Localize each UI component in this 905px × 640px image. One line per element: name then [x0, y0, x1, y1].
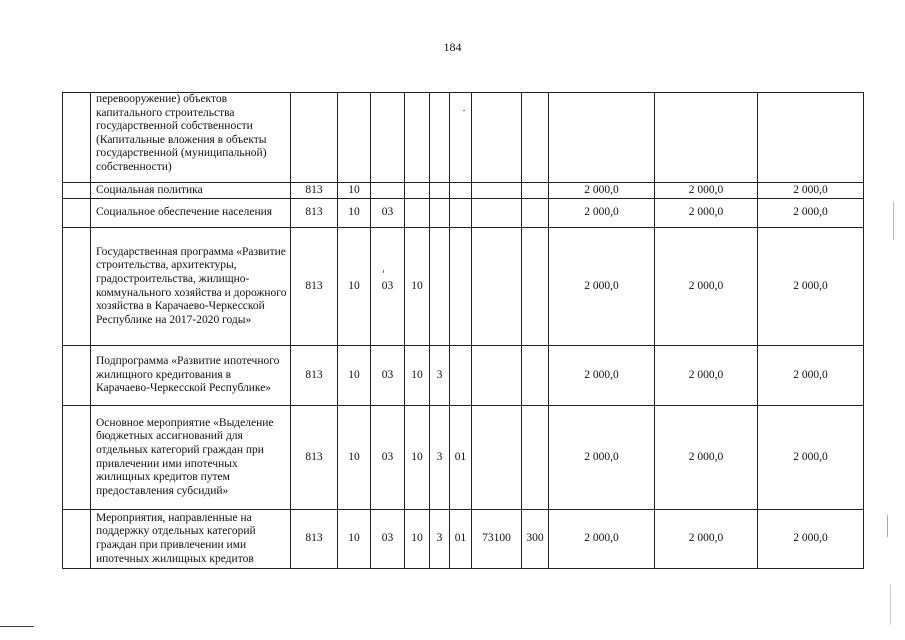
row-name: Социальное обеспечение населения — [91, 199, 291, 228]
page-number: 184 — [443, 40, 462, 54]
cell-expense-type — [522, 199, 549, 228]
cell-subsection — [371, 183, 405, 199]
scan-mark — [0, 626, 34, 627]
table-row — [63, 510, 864, 569]
table-row — [63, 228, 864, 346]
cell-ministry: 813 — [291, 510, 338, 569]
blank-cell — [63, 183, 91, 199]
cell-program: 10 — [405, 346, 430, 406]
cell-amount-year3: 2 000,0 — [758, 199, 864, 228]
cell-program — [405, 199, 430, 228]
cell-section: 10 — [338, 406, 371, 510]
cell-event — [450, 93, 472, 183]
cell-event — [450, 346, 472, 406]
cell-subsection: 03 — [371, 346, 405, 406]
scan-mark — [890, 585, 891, 625]
cell-amount-year1: 2 000,0 — [549, 510, 655, 569]
row-name: Социальная политика — [91, 183, 291, 199]
cell-subprogram: 3 — [430, 406, 450, 510]
row-name: Основное мероприятие «Выделение бюджетных ассигнований для отдельных категорий граждан при привлечении ими ипотечных жилищных кредитов путем предоставления субсидий» — [91, 406, 291, 510]
cell-section — [338, 93, 371, 183]
cell-ministry: 813 — [291, 406, 338, 510]
blank-cell — [63, 510, 91, 569]
cell-subprogram: 3 — [430, 510, 450, 569]
row-name: Мероприятия, направленные на поддержку отдельных категорий граждан при привлечении ими ипотечных жилищных кредитов — [91, 510, 291, 569]
cell-amount-year1: 2 000,0 — [549, 199, 655, 228]
table-row — [63, 406, 864, 510]
blank-cell — [63, 93, 91, 183]
cell-section: 10 — [338, 228, 371, 346]
cell-program — [405, 183, 430, 199]
cell-subsection: 03 — [371, 199, 405, 228]
cell-subprogram: 3 — [430, 346, 450, 406]
cell-amount-year1: 2 000,0 — [549, 346, 655, 406]
cell-expense-type — [522, 406, 549, 510]
cell-event: 01 — [450, 406, 472, 510]
cell-expense-type: 300 — [522, 510, 549, 569]
cell-section: 10 — [338, 510, 371, 569]
cell-amount-year1: 2 000,0 — [549, 406, 655, 510]
cell-amount-year2: 2 000,0 — [655, 183, 758, 199]
cell-direction — [472, 228, 522, 346]
cell-direction — [472, 93, 522, 183]
cell-expense-type — [522, 346, 549, 406]
table-row — [63, 346, 864, 406]
table-row — [63, 199, 864, 228]
cell-subsection: 03 — [371, 510, 405, 569]
cell-event — [450, 183, 472, 199]
cell-program: 10 — [405, 406, 430, 510]
blank-cell — [63, 406, 91, 510]
scan-mark — [463, 110, 465, 111]
cell-direction — [472, 406, 522, 510]
cell-event — [450, 199, 472, 228]
blank-cell — [63, 346, 91, 406]
cell-amount-year1: 2 000,0 — [549, 183, 655, 199]
cell-subsection — [371, 93, 405, 183]
cell-amount-year1 — [549, 93, 655, 183]
scan-mark — [383, 270, 384, 273]
cell-section: 10 — [338, 199, 371, 228]
table-row — [63, 183, 864, 199]
cell-ministry: 813 — [291, 183, 338, 199]
cell-program — [405, 93, 430, 183]
cell-amount-year2: 2 000,0 — [655, 346, 758, 406]
cell-direction — [472, 346, 522, 406]
cell-expense-type — [522, 183, 549, 199]
cell-ministry: 813 — [291, 228, 338, 346]
cell-amount-year3: 2 000,0 — [758, 346, 864, 406]
cell-amount-year2: 2 000,0 — [655, 228, 758, 346]
cell-amount-year3: 2 000,0 — [758, 228, 864, 346]
cell-expense-type — [522, 228, 549, 346]
cell-direction: 73100 — [472, 510, 522, 569]
row-name: перевооружение) объектов капитального строительства государственной собственности (Капитальные вложения в объекты государственной (муниципальной) собственности) — [91, 93, 291, 183]
cell-amount-year1: 2 000,0 — [549, 228, 655, 346]
cell-direction — [472, 199, 522, 228]
cell-program: 10 — [405, 510, 430, 569]
cell-subprogram — [430, 93, 450, 183]
row-name: Государственная программа «Развитие строительства, архитектуры, градостроительства, жилищно-коммунального хозяйства и дорожного хозяйства в Карачаево-Черкесской Республике на 2017-2020 годы» — [91, 228, 291, 346]
cell-amount-year2 — [655, 93, 758, 183]
cell-event — [450, 228, 472, 346]
cell-ministry — [291, 93, 338, 183]
budget-table — [62, 92, 864, 569]
cell-amount-year2: 2 000,0 — [655, 510, 758, 569]
blank-cell — [63, 228, 91, 346]
cell-subprogram — [430, 199, 450, 228]
cell-subsection: 03 — [371, 228, 405, 346]
cell-ministry: 813 — [291, 346, 338, 406]
cell-subsection: 03 — [371, 406, 405, 510]
cell-program: 10 — [405, 228, 430, 346]
cell-event: 01 — [450, 510, 472, 569]
cell-amount-year2: 2 000,0 — [655, 199, 758, 228]
blank-cell — [63, 199, 91, 228]
cell-section: 10 — [338, 183, 371, 199]
cell-amount-year3: 2 000,0 — [758, 183, 864, 199]
cell-section: 10 — [338, 346, 371, 406]
cell-amount-year3: 2 000,0 — [758, 510, 864, 569]
cell-subprogram — [430, 228, 450, 346]
table-row — [63, 93, 864, 183]
cell-amount-year3: 2 000,0 — [758, 406, 864, 510]
cell-subprogram — [430, 183, 450, 199]
cell-expense-type — [522, 93, 549, 183]
cell-amount-year2: 2 000,0 — [655, 406, 758, 510]
cell-direction — [472, 183, 522, 199]
scan-mark — [887, 515, 888, 537]
cell-amount-year3 — [758, 93, 864, 183]
scan-mark — [893, 202, 894, 240]
cell-ministry: 813 — [291, 199, 338, 228]
row-name: Подпрограмма «Развитие ипотечного жилищного кредитования в Карачаево-Черкесской Республике» — [91, 346, 291, 406]
